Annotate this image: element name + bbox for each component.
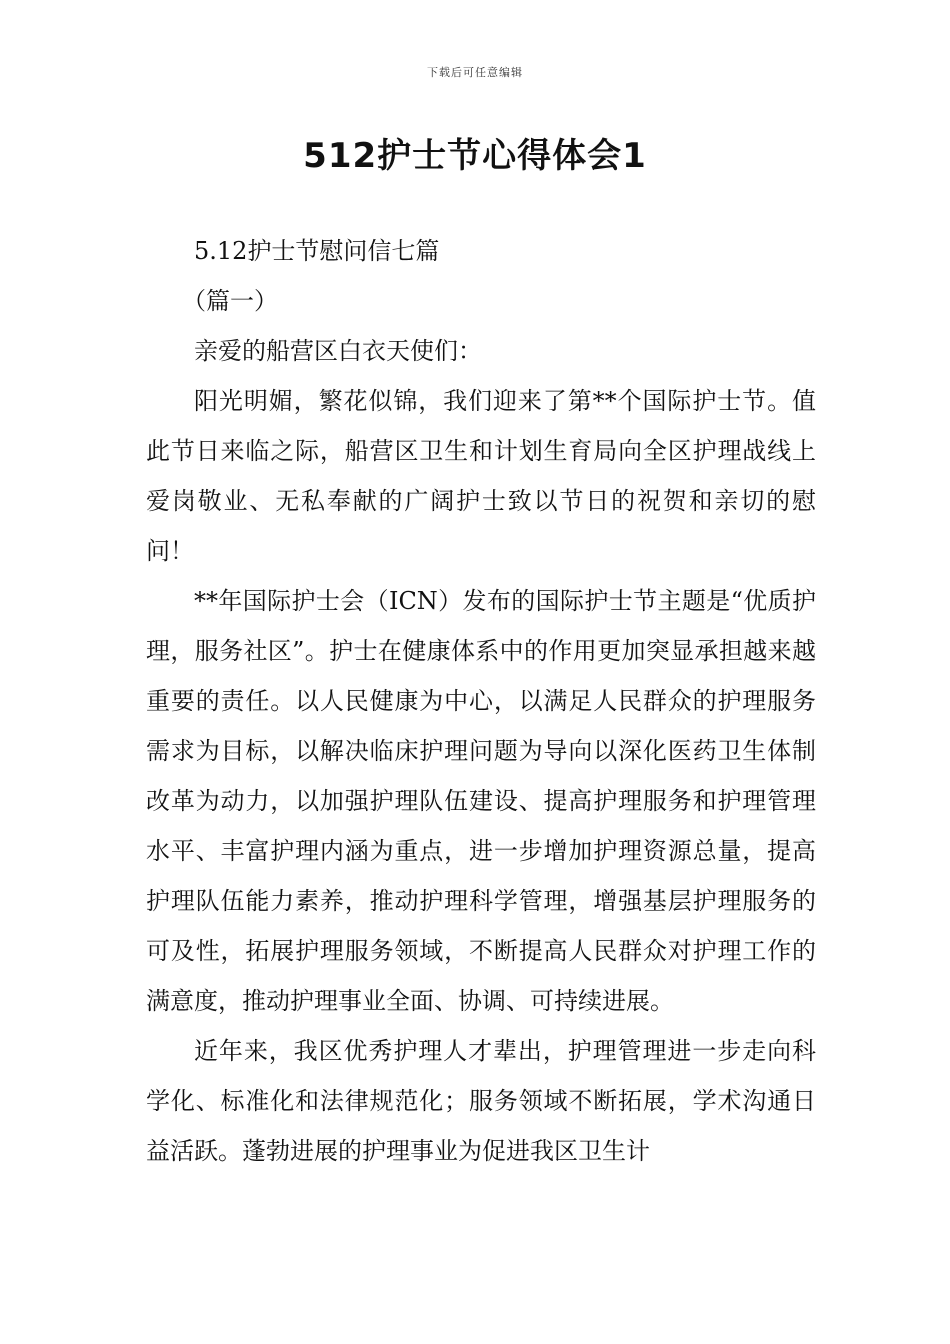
paragraph-1: 阳光明媚，繁花似锦，我们迎来了第**个国际护士节。值此节日来临之际，船营区卫生和计划生育局向全区护理战线上爱岗敬业、无私奉献的广阔护士致以节日的祝贺和亲切的慰问！ — [146, 387, 816, 565]
document-title: 512护士节心得体会1 — [303, 136, 647, 176]
section-label: （篇一） — [182, 287, 278, 315]
header-note: 下载后可任意编辑 — [427, 66, 523, 79]
paragraph-3: 近年来，我区优秀护理人才辈出，护理管理进一步走向科学化、标准化和法律规范化；服务领域不断拓展，学术沟通日益活跃。蓬勃进展的护理事业为促进我区卫生计 — [146, 1037, 816, 1165]
salutation: 亲爱的船营区白衣天使们： — [194, 337, 482, 365]
paragraph-2: **年国际护士会（ICN）发布的国际护士节主题是“优质护理，服务社区”。护士在健康体系中的作用更加突显承担越来越重要的责任。以人民健康为中心，以满足人民群众的护理服务需求为目标，以解决临床护理问题为导向以深化医药卫生体制改革为动力，以加强护理队伍建设、提高护理服务和护理管理水平、丰富护理内涵为重点，进一步增加护理资源总量，提高护理队伍能力素养，推动护理科学管理，增强基层护理服务的可及性，拓展护理服务领域，不断提高人民群众对护理工作的满意度，推动护理事业全面、协调、可持续进展。 — [146, 587, 816, 1015]
document-body — [146, 226, 816, 1176]
subtitle: 5.12护士节慰问信七篇 — [194, 237, 440, 265]
